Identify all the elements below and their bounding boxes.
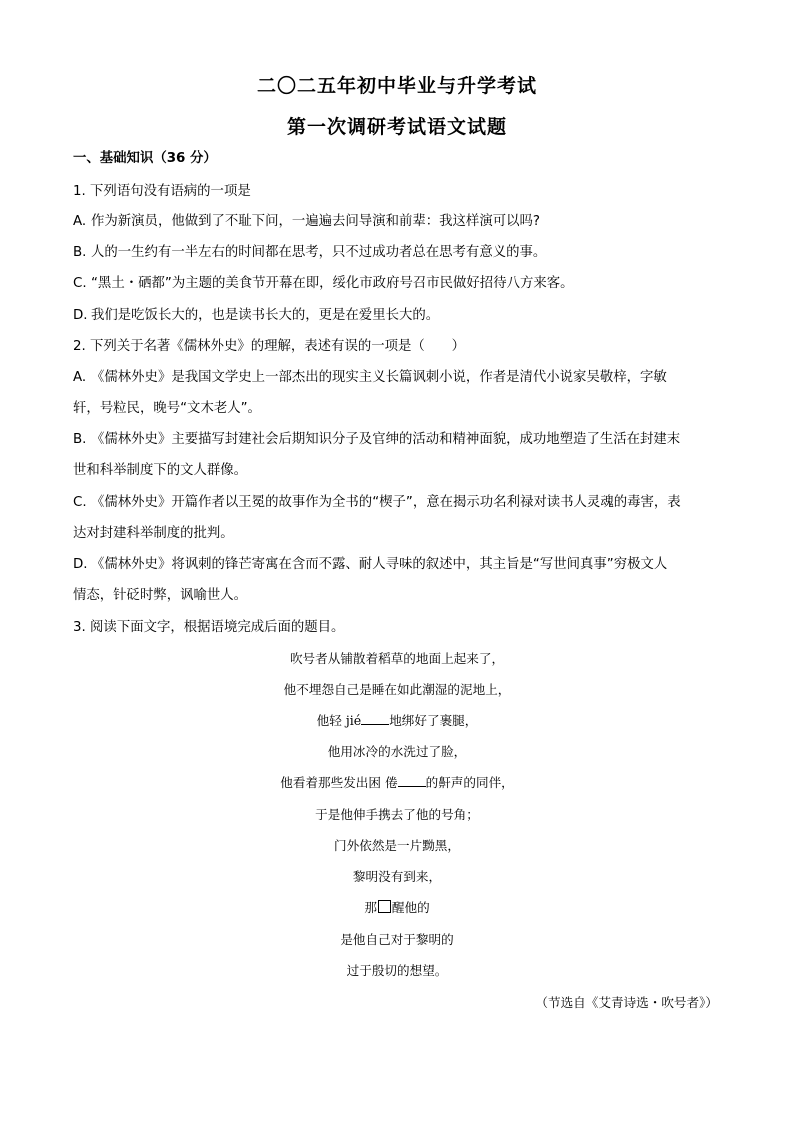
poem-text: 醒他的 bbox=[391, 900, 430, 915]
question-1-option-c bbox=[73, 274, 733, 294]
poem-line-11: 过于殷切的想望。 bbox=[346, 963, 448, 978]
poem-line-9 bbox=[0, 898, 794, 918]
poem-line-10: 是他自己对于黎明的 bbox=[340, 932, 454, 947]
exam-title: 二〇二五年初中毕业与升学考试 bbox=[256, 75, 537, 97]
fill-blank-1[interactable] bbox=[361, 711, 389, 725]
poem-line-6: 于是他伸手携去了他的号角； bbox=[315, 807, 479, 822]
option-text: 《儒林外史》是我国文学史上一部杰出的现实主义长篇讽刺小说，作者是清代小说家吴敬梓，字敏 bbox=[91, 370, 667, 385]
fill-box-3[interactable] bbox=[378, 900, 391, 913]
poem-line-7: 门外依然是一片黝黑， bbox=[334, 838, 460, 853]
poem-text: 地绑好了裹腿， bbox=[389, 713, 478, 728]
poem-line-2: 他不埋怨自己是睡在如此潮湿的泥地上， bbox=[283, 682, 511, 697]
question-3-stem: 3. 阅读下面文字，根据语境完成后面的题目。 bbox=[73, 620, 345, 635]
option-letter: B. bbox=[73, 432, 87, 447]
poem-line-3 bbox=[0, 711, 794, 731]
option-text: 《儒林外史》主要描写封建社会后期知识分子及官绅的活动和精神面貌，成功地塑造了生活在封建末 bbox=[91, 432, 681, 447]
question-2-option-a-continued: 轩，号粒民，晚号“文木老人”。 bbox=[73, 401, 261, 416]
option-letter: A. bbox=[73, 370, 87, 385]
option-letter: D. bbox=[73, 557, 88, 572]
poem-line-8: 黎明没有到来， bbox=[352, 869, 442, 884]
poem-line-1: 吹号者从铺散着稻草的地面上起来了， bbox=[289, 651, 505, 666]
poem-line-4: 他用冰冷的水洗过了脸， bbox=[327, 744, 467, 759]
question-2-option-b bbox=[73, 430, 733, 450]
poem-source: （节选自《艾青诗选・吹号者》） bbox=[535, 995, 718, 1010]
option-text: 我们是吃饭长大的，也是读书长大的，更是在爱里长大的。 bbox=[91, 308, 440, 323]
option-letter: B. bbox=[73, 245, 87, 260]
option-letter: C. bbox=[73, 495, 87, 510]
section-heading: 一、基础知识（36 分） bbox=[73, 151, 217, 166]
question-1-stem: 1. 下列语句没有语病的一项是 bbox=[73, 184, 251, 199]
poem-text: 他轻 jié bbox=[316, 713, 362, 728]
poem-line-5 bbox=[0, 773, 794, 793]
question-2-option-c-continued: 达对封建科举制度的批判。 bbox=[73, 526, 234, 541]
option-text: 作为新演员，他做到了不耻下问，一遍遍去问导演和前辈：我这样演可以吗? bbox=[91, 214, 540, 229]
question-2-option-b-continued: 世和科举制度下的文人群像。 bbox=[73, 463, 248, 478]
poem-text: 的鼾声的同伴， bbox=[425, 775, 514, 790]
option-text: “黑土・硒都”为主题的美食节开幕在即，绥化市政府号召市民做好招待八方来客。 bbox=[91, 276, 574, 291]
question-1-option-a bbox=[73, 212, 733, 232]
fill-blank-2[interactable] bbox=[398, 773, 426, 787]
poem-text: 他看着那些发出困 倦 bbox=[280, 775, 398, 790]
option-letter: D. bbox=[73, 308, 88, 323]
question-2-stem: 2. 下列关于名著《儒林外史》的理解，表述有误的一项是（ ） bbox=[73, 339, 465, 354]
question-2-option-d bbox=[73, 555, 733, 575]
option-text: 《儒林外史》将讽刺的锋芒寄寓在含而不露、耐人寻味的叙述中，其主旨是“写世间真事”穷极文人 bbox=[91, 557, 668, 572]
exam-subtitle: 第一次调研考试语文试题 bbox=[286, 116, 507, 138]
question-1-option-b bbox=[73, 243, 733, 263]
poem-text: 那 bbox=[364, 900, 377, 915]
option-text: 人的一生约有一半左右的时间都在思考，只不过成功者总在思考有意义的事。 bbox=[91, 245, 547, 260]
question-2-option-d-continued: 情态，针砭时弊，讽喻世人。 bbox=[73, 588, 248, 603]
option-letter: C. bbox=[73, 276, 87, 291]
question-2-option-a bbox=[73, 368, 733, 388]
question-1-option-d bbox=[73, 306, 733, 326]
question-2-option-c bbox=[73, 493, 733, 513]
option-text: 《儒林外史》开篇作者以王冕的故事作为全书的“楔子”，意在揭示功名利禄对读书人灵魂的毒害，表 bbox=[91, 495, 681, 510]
option-letter: A. bbox=[73, 214, 87, 229]
